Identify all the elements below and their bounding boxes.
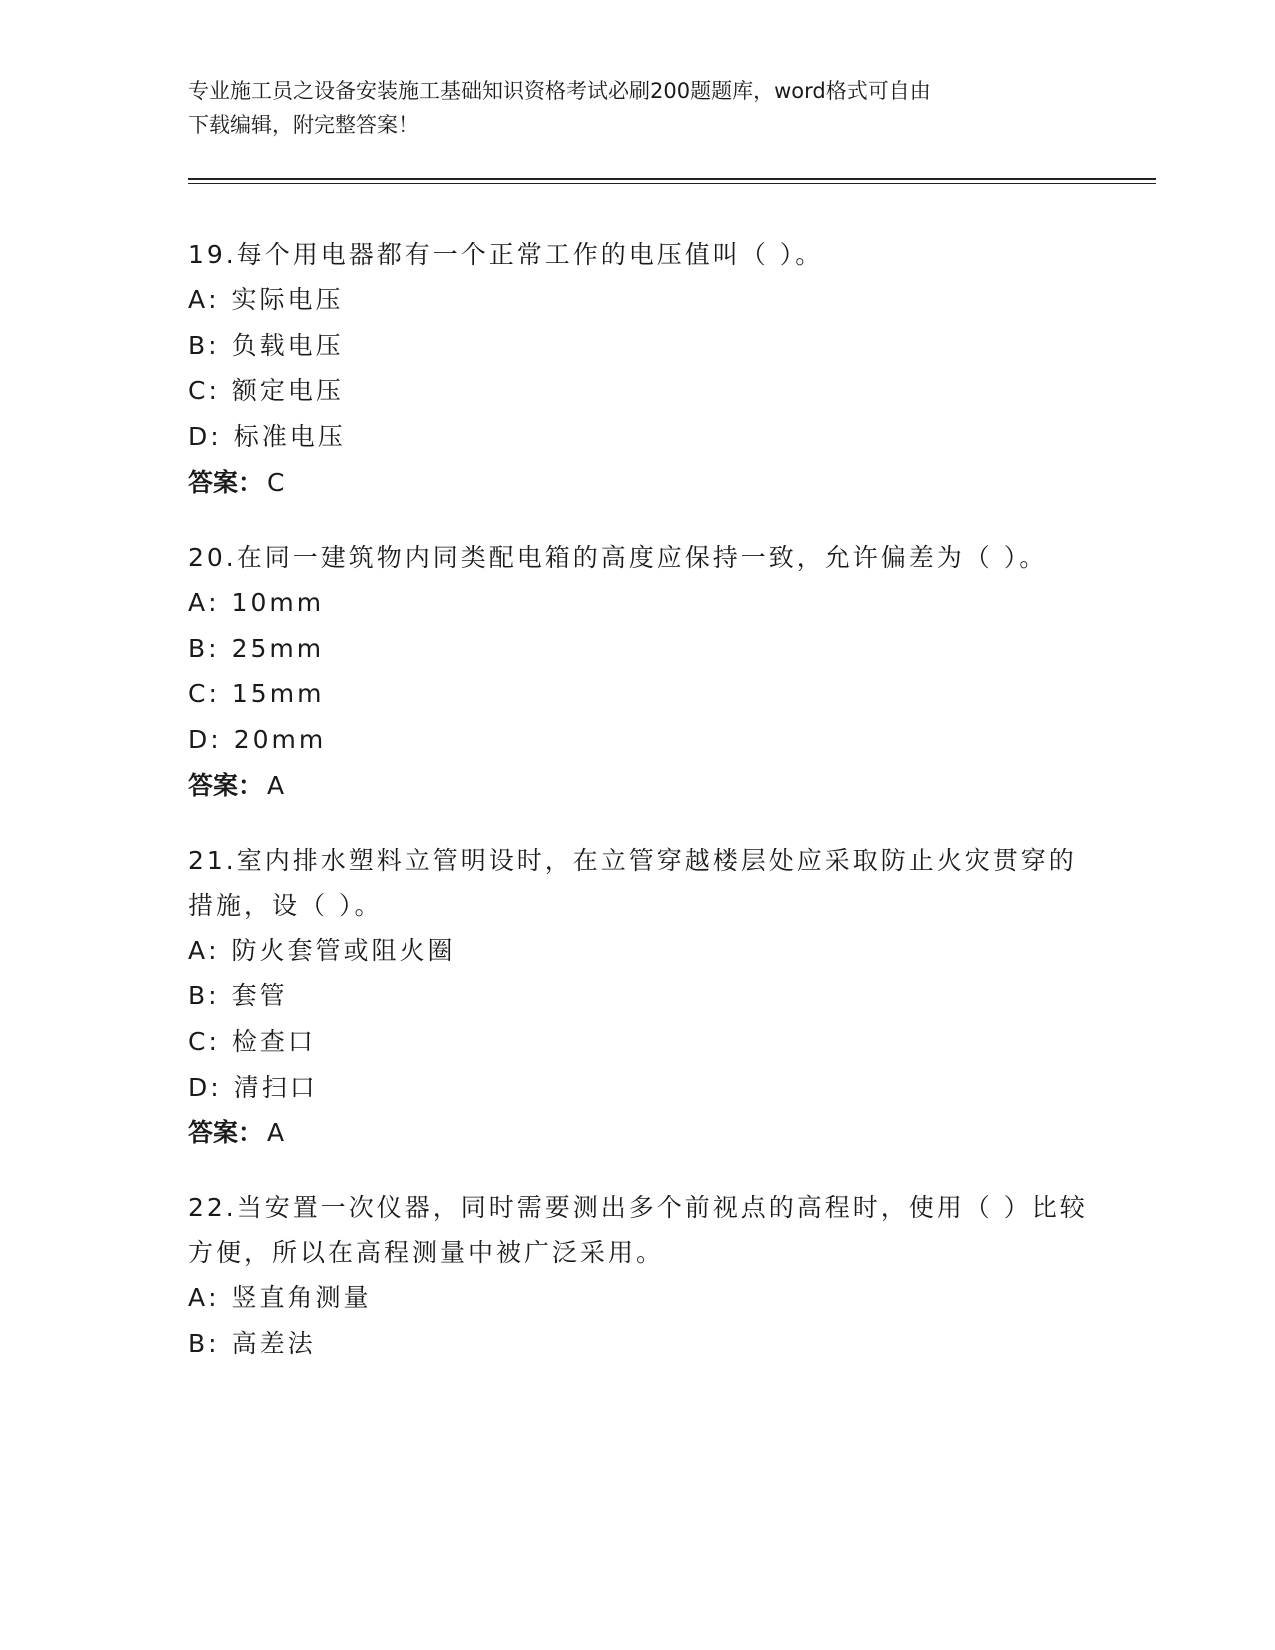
header-title-line-1: 专业施工员之设备安装施工基础知识资格考试必刷200题题库，word格式可自由 xyxy=(188,79,931,103)
option-text: 竖直角测量 xyxy=(231,1283,372,1313)
option-c xyxy=(188,1019,1088,1065)
option-separator: : xyxy=(210,1072,222,1102)
option-c xyxy=(188,368,1088,414)
answer-label: 答案： xyxy=(188,467,264,497)
option-a xyxy=(188,580,1088,626)
option-a xyxy=(188,1275,1088,1321)
question-19 xyxy=(188,232,1088,505)
option-separator: : xyxy=(210,724,222,754)
answer-line xyxy=(188,1110,1088,1155)
header-divider-thick xyxy=(188,178,1156,180)
answer-label: 答案： xyxy=(188,770,264,800)
option-separator: : xyxy=(208,1027,220,1057)
question-list xyxy=(188,232,1088,1397)
answer-value: A xyxy=(267,770,285,800)
question-stem: 20.在同一建筑物内同类配电箱的高度应保持一致，允许偏差为（ ）。 xyxy=(188,542,1048,572)
header-divider-thin xyxy=(188,183,1156,184)
document-header xyxy=(188,74,1088,142)
answer-value: A xyxy=(267,1118,285,1148)
option-letter: D xyxy=(188,422,211,452)
question-stem: 22.当安置一次仪器，同时需要测出多个前视点的高程时，使用（ ）比较方便，所以在高程测量中被广泛采用。 xyxy=(188,1193,1088,1268)
option-separator: : xyxy=(208,1329,220,1359)
option-d xyxy=(188,1065,1088,1111)
option-letter: D xyxy=(188,724,211,754)
option-text: 高差法 xyxy=(231,1329,316,1359)
option-c xyxy=(188,671,1088,717)
answer-label: 答案： xyxy=(188,1118,264,1148)
header-title-line-2: 下载编辑，附完整答案！ xyxy=(188,113,419,137)
option-text: 检查口 xyxy=(231,1027,316,1057)
option-a xyxy=(188,277,1088,323)
option-letter: B xyxy=(188,633,209,663)
option-letter: A xyxy=(188,285,209,314)
option-separator: : xyxy=(210,422,222,452)
option-separator: : xyxy=(208,1283,220,1313)
question-stem: 21.室内排水塑料立管明设时，在立管穿越楼层处应采取防止火灾贯穿的措施，设（ ）。 xyxy=(188,845,1077,920)
option-letter: A xyxy=(188,587,209,617)
option-letter: A xyxy=(188,935,209,965)
option-separator: : xyxy=(208,330,220,360)
option-letter: B xyxy=(188,981,209,1011)
option-text: 10mm xyxy=(231,587,325,617)
option-a xyxy=(188,928,1088,974)
option-text: 15mm xyxy=(231,679,325,709)
option-separator: : xyxy=(208,376,220,406)
option-letter: C xyxy=(188,679,209,709)
option-letter: D xyxy=(188,1072,211,1102)
option-b xyxy=(188,626,1088,672)
option-b xyxy=(188,973,1088,1019)
option-letter: A xyxy=(188,1283,209,1313)
option-separator: : xyxy=(208,633,220,663)
question-20 xyxy=(188,535,1088,808)
question-stem: 19.每个用电器都有一个正常工作的电压值叫（ ）。 xyxy=(188,240,824,269)
option-text: 20mm xyxy=(233,724,327,754)
option-letter: C xyxy=(188,376,209,406)
answer-value: C xyxy=(267,467,285,497)
option-text: 25mm xyxy=(231,633,325,663)
option-letter: B xyxy=(188,1329,209,1359)
option-text: 套管 xyxy=(231,981,288,1011)
option-text: 防火套管或阻火圈 xyxy=(231,935,456,965)
option-text: 额定电压 xyxy=(231,376,344,406)
option-d xyxy=(188,717,1088,763)
option-b xyxy=(188,323,1088,369)
option-letter: B xyxy=(188,330,209,360)
option-separator: : xyxy=(208,587,220,617)
answer-line xyxy=(188,763,1088,808)
option-separator: : xyxy=(208,981,220,1011)
option-separator: : xyxy=(208,935,220,965)
option-text: 实际电压 xyxy=(231,285,344,314)
option-text: 负载电压 xyxy=(231,330,344,360)
answer-line xyxy=(188,460,1088,505)
question-22 xyxy=(188,1185,1088,1366)
option-b xyxy=(188,1321,1088,1367)
option-separator: : xyxy=(208,679,220,709)
option-text: 标准电压 xyxy=(233,422,346,452)
question-21 xyxy=(188,838,1088,1156)
option-letter: C xyxy=(188,1027,209,1057)
option-text: 清扫口 xyxy=(233,1072,318,1102)
option-separator: : xyxy=(208,285,220,314)
option-d xyxy=(188,414,1088,460)
